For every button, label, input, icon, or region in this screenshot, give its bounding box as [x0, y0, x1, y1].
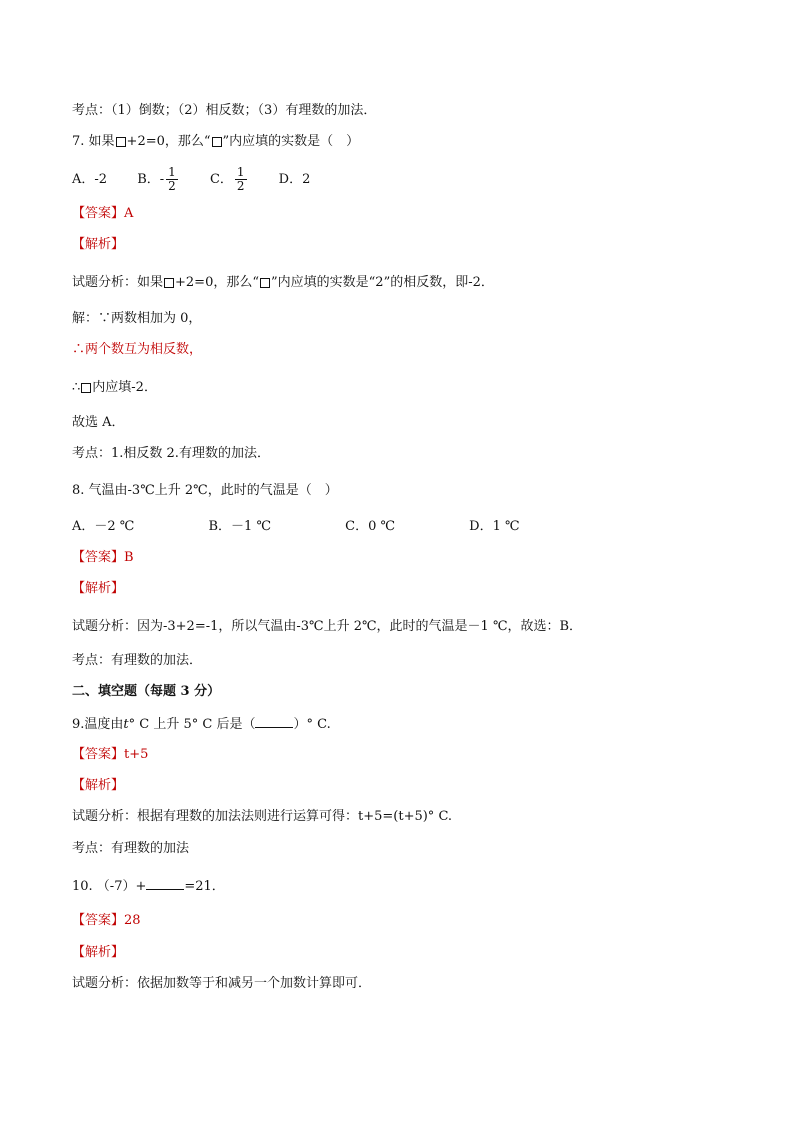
choose-7: 故选 A．: [72, 415, 125, 430]
q7-text-a: 7. 如果: [72, 134, 115, 149]
analysis-9: 试题分析：根据有理数的加法法则进行运算可得：t+5=(t+5)° C.: [72, 809, 453, 824]
q8-option-a: A．－2 ℃: [72, 519, 135, 534]
analysis-8: 试题分析：因为-3+2=-1，所以气温由-3℃上升 2℃，此时的气温是－1 ℃，故选：B．: [72, 619, 583, 634]
q8-option-d: D．1 ℃: [469, 519, 520, 534]
square-icon: [116, 137, 126, 147]
answer-value: A: [124, 206, 134, 221]
conclusion-7b: ∴ 内应填-2．: [72, 380, 157, 395]
answer-label: 【答案】: [72, 206, 125, 221]
q7-text-b: +2=0，那么“: [126, 134, 211, 149]
q7-option-c: C． $\frac{1}{2}$: [209, 165, 245, 193]
analysis-7: 试题分析：如果 +2=0，那么“ ”内应填的实数是“2”的相反数，即-2．: [72, 275, 494, 290]
section-2-heading: 二、填空题（每题 3 分）: [72, 684, 221, 699]
q7-options: [72, 166, 310, 194]
q8-option-c: C．0 ℃: [345, 519, 396, 534]
fraction: $\frac{1}{2}$: [236, 165, 245, 193]
analysis-10: 试题分析：依据加数等于和减另一个加数计算即可．: [72, 976, 372, 991]
question-8: 8. 气温由-3℃上升 2℃，此时的气温是（ ）: [72, 483, 338, 498]
kaodian-7: 考点：1.相反数 2.有理数的加法．: [72, 446, 270, 461]
square-icon: [260, 278, 270, 288]
square-icon: [81, 383, 91, 393]
analysis-label-7: 【解析】: [72, 237, 125, 252]
question-7: [72, 133, 359, 151]
kaodian-8: 考点：有理数的加法．: [72, 653, 203, 668]
conclusion-7a: ∴两个数互为相反数，: [72, 342, 203, 357]
kaodian-9: 考点：有理数的加法: [72, 841, 190, 856]
analysis-label-8: 【解析】: [72, 581, 125, 596]
answer-8: 【答案】B: [72, 550, 134, 565]
answer-10: 【答案】28: [72, 913, 141, 928]
answer-7: [72, 205, 133, 223]
fraction: $\frac{1}{2}$: [168, 165, 176, 193]
q8-options: [72, 518, 520, 536]
analysis-label-9: 【解析】: [72, 778, 125, 793]
blank: [146, 877, 184, 890]
blank: [255, 715, 293, 728]
square-icon: [164, 278, 174, 288]
q7-option-a: A．-2: [72, 172, 108, 187]
square-icon: [212, 137, 222, 147]
question-10: 10. （-7）+ =21．: [72, 879, 225, 894]
analysis-label-10: 【解析】: [72, 945, 125, 960]
question-9: 9.温度由t° C 上升 5° C 后是（ ）° C.: [72, 717, 331, 732]
q7-option-b: B．- $\frac{1}{2}$: [137, 165, 176, 193]
q7-text-c: ”内应填的实数是（ ）: [222, 134, 360, 149]
solution-7: 解：∵两数相加为 0，: [72, 311, 202, 326]
q8-option-b: B．－1 ℃: [208, 519, 271, 534]
q7-option-d: D．2: [278, 172, 311, 187]
answer-9: 【答案】t+5: [72, 747, 149, 762]
kaodian-1: 考点：（1）倒数；（2）相反数；（3）有理数的加法．: [72, 103, 377, 118]
